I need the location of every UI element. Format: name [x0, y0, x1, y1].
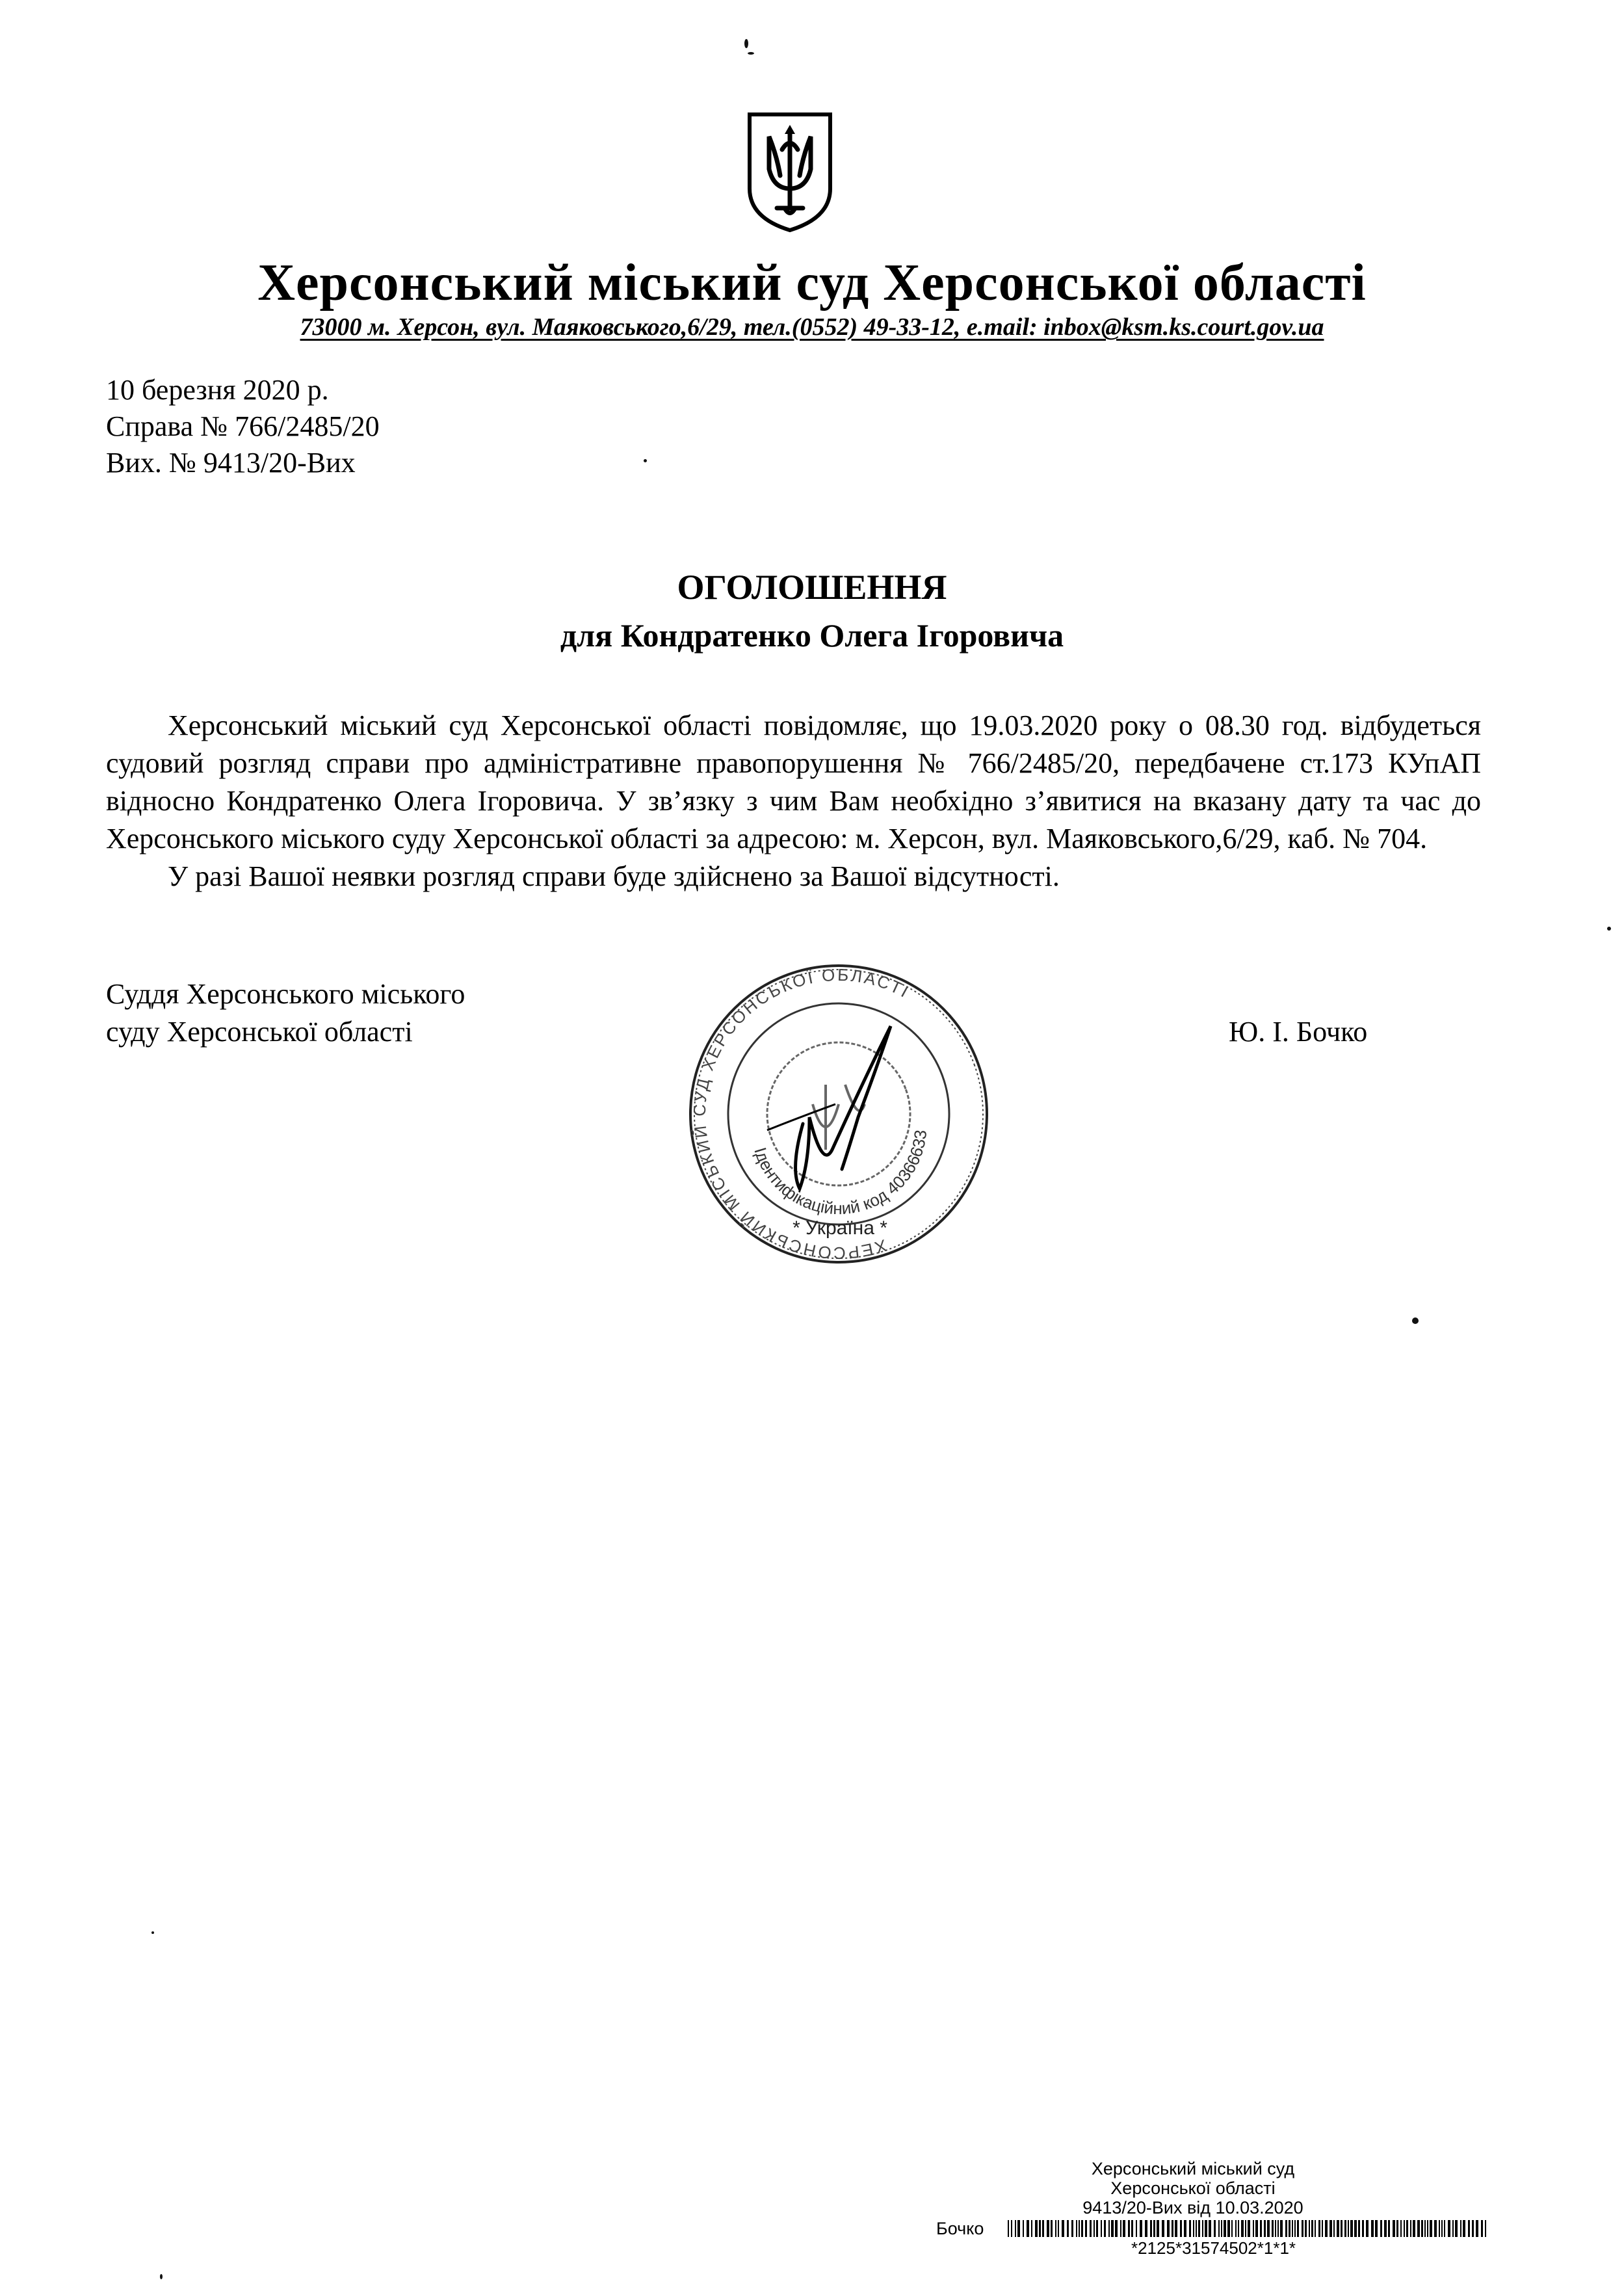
barcode-bar — [1329, 2220, 1332, 2237]
scan-speck — [644, 459, 647, 462]
barcode-bar — [1315, 2220, 1316, 2237]
barcode-bar — [1023, 2220, 1024, 2237]
barcode-bar — [1380, 2220, 1382, 2237]
barcode-bar — [1189, 2220, 1191, 2237]
barcode-bar — [1463, 2220, 1465, 2237]
barcode-bar — [1277, 2220, 1279, 2237]
scan-speck — [744, 39, 748, 48]
barcode-bar — [1421, 2220, 1423, 2237]
barcode-label: Бочко — [936, 2219, 984, 2238]
barcode-bar — [1172, 2220, 1173, 2237]
barcode-bar — [1245, 2220, 1246, 2237]
court-name-heading: Херсонський міський суд Херсонської області — [257, 254, 1367, 311]
barcode-bar — [1180, 2220, 1182, 2237]
barcode-bar — [1460, 2220, 1461, 2237]
barcode-bar — [1341, 2220, 1342, 2237]
barcode-bar — [1444, 2220, 1445, 2237]
barcode-bar — [1410, 2220, 1411, 2237]
case-number: Справа № 766/2485/20 — [106, 410, 380, 442]
barcode-bar — [1193, 2220, 1194, 2237]
coat-of-arms-icon — [744, 111, 835, 234]
barcode-bar — [1196, 2220, 1197, 2237]
scan-speck — [151, 1931, 154, 1934]
barcode-bar — [1448, 2220, 1450, 2237]
barcode-bar — [1085, 2220, 1087, 2237]
barcode-bar — [1076, 2220, 1077, 2237]
svg-text:* Україна *: * Україна * — [792, 1217, 887, 1239]
barcode-bar — [1108, 2220, 1110, 2237]
barcode-bar — [1267, 2220, 1270, 2237]
announcement-paragraph: Херсонський міський суд Херсонської області повідомляє, що 19.03.2020 року о 08.30 год. відбудеться судовий розгляд справи про адміністративне правопорушення № 766/2485/20, передбачене ст.173 КУпАП відносно Кондратенко Олега Ігоровича. У зв’язку з чим Вам необхідно з’явитися на вказану дату та час до Херсонського міського суду Херсонської області за адресою: м. Херсон, вул. Маяковського,6/29, каб. № 704. — [106, 709, 1481, 854]
barcode-bar — [1337, 2220, 1339, 2237]
barcode-bar — [1198, 2220, 1200, 2237]
barcode-bar — [1294, 2220, 1296, 2237]
barcode-bar — [1079, 2220, 1080, 2237]
barcode-bar — [1439, 2220, 1440, 2237]
barcode-bar — [1393, 2220, 1395, 2237]
barcode-bar — [1224, 2220, 1226, 2237]
barcode-bar — [1275, 2220, 1276, 2237]
barcode-bar — [1184, 2220, 1186, 2237]
barcode-bar — [1253, 2220, 1254, 2237]
barcode-bar — [1302, 2220, 1303, 2237]
barcode-bar — [1136, 2220, 1137, 2237]
official-seal-icon — [670, 955, 1008, 1273]
barcode-bar — [1472, 2220, 1474, 2237]
stamp-line: Херсонський міський суд — [1091, 2159, 1295, 2178]
barcode-bar — [1384, 2220, 1387, 2237]
barcode-bar — [1157, 2220, 1159, 2237]
outgoing-number: Вих. № 9413/20-Вих — [106, 447, 356, 479]
barcode-bar — [1434, 2220, 1437, 2237]
announcement-title: ОГОЛОШЕННЯ — [677, 568, 947, 607]
signatory-role — [106, 975, 465, 1051]
announcement-paragraph: У разі Вашої неявки розгляд справи буде здійснено за Вашої відсутності. — [168, 860, 1060, 892]
barcode-bar — [1366, 2220, 1369, 2237]
barcode-bar — [1248, 2220, 1250, 2237]
barcode-bar — [1162, 2220, 1164, 2237]
barcode-bar — [1096, 2220, 1098, 2237]
barcode-bar — [1406, 2220, 1408, 2237]
signatory-role-line: суду Херсонської області — [106, 1016, 413, 1048]
barcode-bar — [1051, 2220, 1053, 2237]
barcode-bar — [1485, 2220, 1486, 2237]
barcode-bar — [1062, 2220, 1064, 2237]
contact-line-text: 73000 м. Херсон, вул. Маяковського,6/29, тел.(0552) 49-33-12, e.mail: inbox@ksm.ks.court.gov.ua — [300, 313, 1324, 341]
barcode-bar — [1375, 2220, 1378, 2237]
barcode-bar — [1150, 2220, 1152, 2237]
barcode-bar — [1120, 2220, 1121, 2237]
barcode-bar — [1008, 2220, 1009, 2237]
barcode-bar — [1350, 2220, 1353, 2237]
scan-speck — [748, 52, 754, 55]
signatory-name: Ю. І. Бочко — [1229, 1016, 1368, 1048]
barcode-bar — [1417, 2220, 1420, 2237]
barcode-bar — [1424, 2220, 1426, 2237]
barcode-bar — [1067, 2220, 1069, 2237]
barcode-bar — [1238, 2220, 1239, 2237]
barcode-bar — [1388, 2220, 1390, 2237]
barcode-bar — [1358, 2220, 1360, 2237]
barcode-bar — [1058, 2220, 1059, 2237]
barcode-bar — [1218, 2220, 1220, 2237]
barcode-bar — [1205, 2220, 1207, 2237]
svg-text:Ідентифікаційний код 40366633: Ідентифікаційний код 40366633 — [750, 1129, 931, 1219]
barcode-bar — [1111, 2220, 1114, 2237]
registration-stamp — [936, 2159, 1450, 2217]
barcode-bar — [1017, 2220, 1020, 2237]
barcode-bar — [1131, 2220, 1133, 2237]
barcode-bar — [1241, 2220, 1244, 2237]
barcode-icon — [1008, 2220, 1489, 2238]
barcode-row — [936, 2219, 1495, 2238]
barcode-bar — [1404, 2220, 1405, 2237]
barcode-bar — [1202, 2220, 1203, 2237]
barcode-bar — [1140, 2220, 1142, 2237]
signatory-role-line: Суддя Херсонського міського — [106, 978, 465, 1010]
barcode-bar — [1027, 2220, 1029, 2237]
barcode-bar — [1214, 2220, 1216, 2237]
barcode-bar — [1318, 2220, 1320, 2237]
barcode-bar — [1292, 2220, 1293, 2237]
barcode-bar — [1325, 2220, 1328, 2237]
barcode-bar — [1413, 2220, 1415, 2237]
barcode-bar — [1309, 2220, 1310, 2237]
barcode-bar — [1344, 2220, 1346, 2237]
barcode-bar — [1035, 2220, 1038, 2237]
stamp-line: 9413/20-Вих від 10.03.2020 — [1082, 2198, 1303, 2217]
barcode-bar — [1400, 2220, 1402, 2237]
scan-speck — [160, 2274, 163, 2279]
barcode-bar — [1015, 2220, 1016, 2237]
barcode-bar — [1455, 2220, 1458, 2237]
announcement-body — [106, 707, 1481, 895]
stamp-line: Херсонської області — [1110, 2178, 1276, 2198]
barcode-bar — [1468, 2220, 1470, 2237]
barcode-bar — [1481, 2220, 1483, 2237]
barcode-bar — [1430, 2220, 1432, 2237]
barcode-bar — [1285, 2220, 1287, 2237]
barcode-bar — [1221, 2220, 1222, 2237]
barcode-bar — [1042, 2220, 1044, 2237]
barcode-bar — [1260, 2220, 1262, 2237]
barcode-bar — [1289, 2220, 1290, 2237]
barcode-bar — [1231, 2220, 1233, 2237]
scan-speck — [1607, 927, 1611, 931]
barcode-bar — [1264, 2220, 1266, 2237]
barcode-bar — [1167, 2220, 1170, 2237]
barcode-bar — [1175, 2220, 1177, 2237]
barcode-bar — [1071, 2220, 1073, 2237]
barcode-bar — [1031, 2220, 1032, 2237]
document-date: 10 березня 2020 р. — [106, 374, 329, 406]
barcode-bar — [1441, 2220, 1443, 2237]
announcement-subtitle: для Кондратенко Олега Ігоровича — [560, 617, 1064, 654]
barcode-bar — [1081, 2220, 1083, 2237]
barcode-bar — [1153, 2220, 1155, 2237]
barcode-bar — [1255, 2220, 1258, 2237]
court-contact-line — [0, 311, 1624, 343]
barcode-bar — [1209, 2220, 1211, 2237]
barcode-bar — [1297, 2220, 1299, 2237]
barcode-bar — [1333, 2220, 1335, 2237]
barcode-bar — [1235, 2220, 1237, 2237]
barcode-bar — [1272, 2220, 1274, 2237]
barcode-bar — [1101, 2220, 1102, 2237]
barcode-bar — [1145, 2220, 1147, 2237]
barcode-bar — [1305, 2220, 1307, 2237]
barcode-bar — [1011, 2220, 1012, 2237]
barcode-bar — [1055, 2220, 1056, 2237]
barcode-bar — [1128, 2220, 1130, 2237]
scan-speck — [1412, 1317, 1419, 1324]
barcode-bar — [1354, 2220, 1357, 2237]
barcode-bar — [1227, 2220, 1230, 2237]
barcode-code: *2125*31574502*1*1* — [1131, 2238, 1296, 2258]
barcode-bar — [1094, 2220, 1095, 2237]
barcode-bar — [1452, 2220, 1454, 2237]
barcode-bar — [1039, 2220, 1041, 2237]
barcode-bar — [1396, 2220, 1398, 2237]
barcode-bar — [1371, 2220, 1374, 2237]
barcode-bar — [1427, 2220, 1428, 2237]
barcode-bar — [1322, 2220, 1323, 2237]
barcode-bar — [1047, 2220, 1049, 2237]
barcode-bar — [1311, 2220, 1313, 2237]
barcode-bar — [1362, 2220, 1364, 2237]
barcode-bar — [1476, 2220, 1478, 2237]
barcode-bar — [1104, 2220, 1106, 2237]
barcode-bar — [1280, 2220, 1283, 2237]
barcode-bar — [1115, 2220, 1118, 2237]
svg-text:ХЕРСОНСЬКИЙ МІСЬКИЙ СУД ХЕРСОН: ХЕРСОНСЬКИЙ МІСЬКИЙ СУД ХЕРСОНСЬКОЇ ОБЛАСТІ — [689, 964, 913, 1263]
barcode-bar — [1348, 2220, 1349, 2237]
barcode-bar — [1090, 2220, 1092, 2237]
barcode-bar — [1123, 2220, 1125, 2237]
